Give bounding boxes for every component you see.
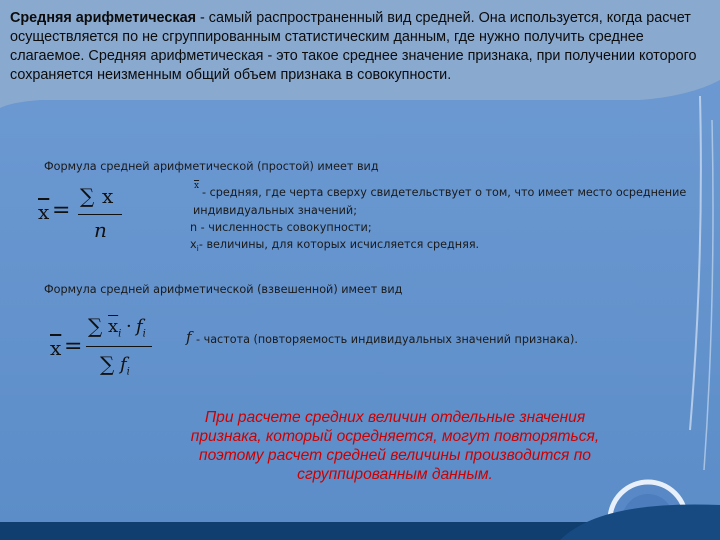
header-bold-term: Средняя арифметическая [10,10,196,26]
simple-desc-line4 [190,238,479,253]
header-paragraph [10,9,716,85]
simple-lhs-x: $\overline{x}$ [38,200,50,224]
desc-xi-sub: i [196,244,199,254]
f-symbol: f [186,328,192,346]
fraction-line-2 [86,346,152,347]
weighted-xi: $\overline{x}_i$ [108,316,122,340]
weighted-dot: · [126,316,132,337]
weighted-sum-bottom: ∑ [100,352,115,376]
fraction-line [78,214,122,215]
simple-desc-line3: n - численность совокупности; [190,221,372,234]
desc-xi-symbol: x [190,238,197,251]
equals-sign-2: = [64,334,83,359]
simple-desc-line2: индивидуальных значений; [193,204,357,217]
simple-denominator-n: n [94,218,107,242]
weighted-fi-bottom: $f_i$ [120,354,130,378]
f-description: - частота (повторяемость индивидуальных значений признака). [196,333,578,346]
weighted-lhs-x: $\overline{x}$ [50,336,62,360]
simple-sum-sign: ∑ [80,184,95,208]
header-text: - самый распространенный вид средней. Она используется, когда расчет осуществляется по не сгруппированным статистическим данным, где нужно получить среднее слагаемое. Средняя арифметическая - это такое среднее значение признака, при получении которого сохраняется неизменным общий объем признака в совокупности. [10,10,697,83]
symbol-x-bar: $\overline{x}$ [194,181,200,191]
desc-xi-text: - величины, для которых исчисляется средняя. [198,238,480,251]
simple-numerator-x: x [102,184,114,208]
weighted-formula-heading: Формула средней арифметической (взвешенной) имеет вид [44,283,403,296]
simple-formula [38,182,128,244]
equals-sign: = [52,198,71,223]
simple-desc-line1: - средняя, где черта сверху свидетельствует о том, что имеет место осреднение [202,186,687,199]
weighted-fi: $f_i$ [136,316,146,340]
grouped-data-note: При расчете средних величин отдельные значения признака, который осредняется, могут повторяться, поэтому расчет средней величины производится по сгруппированным данным. [190,409,600,483]
weighted-formula [50,312,160,384]
weighted-sum-top: ∑ [88,314,103,338]
simple-formula-heading: Формула средней арифметической (простой) имеет вид [44,160,379,173]
